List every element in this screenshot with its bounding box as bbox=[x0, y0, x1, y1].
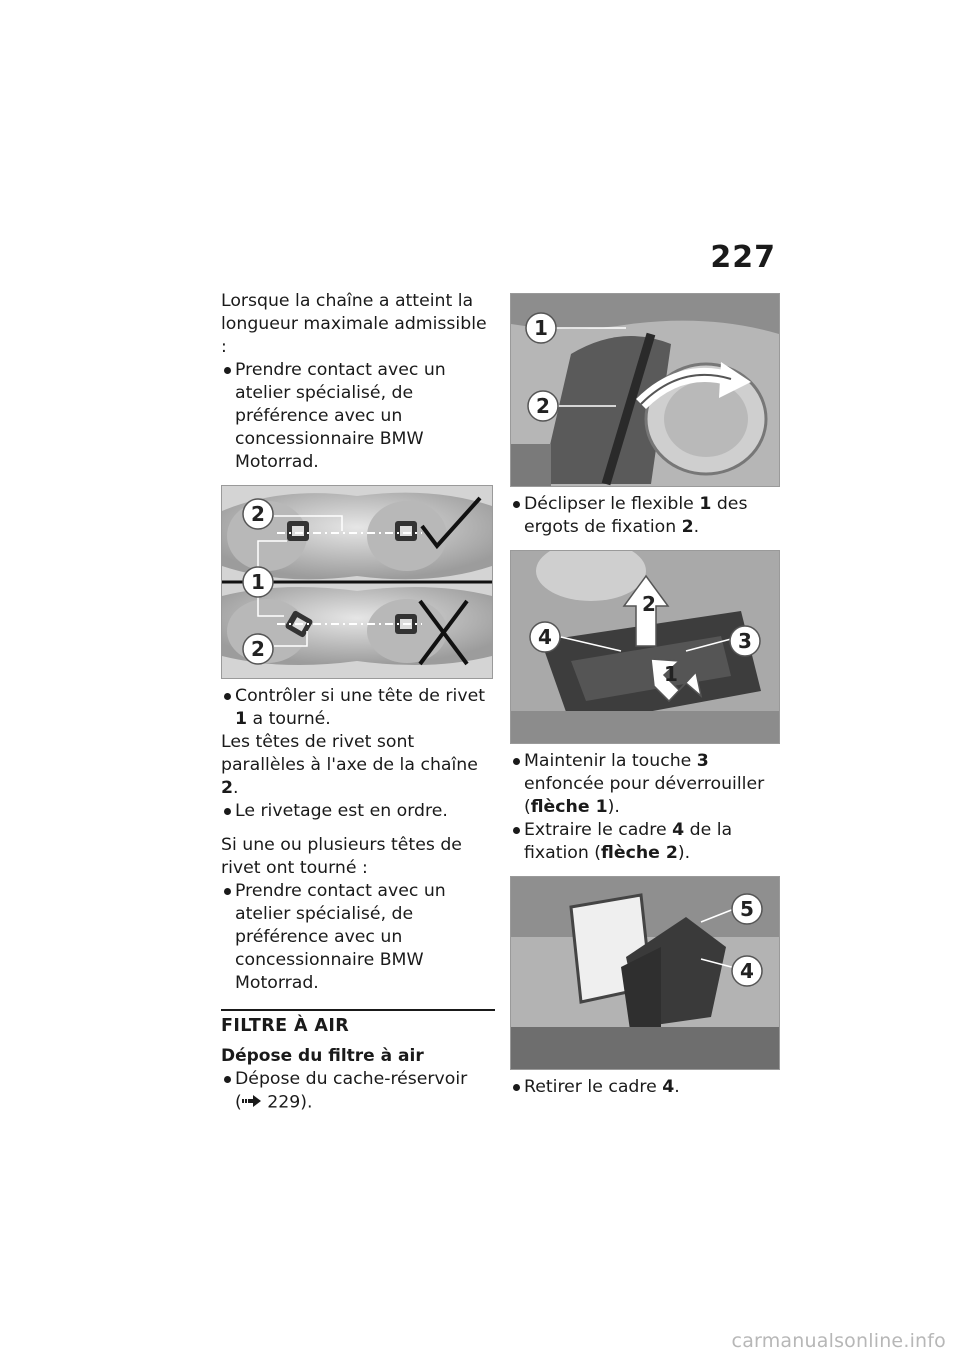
text-segment: enfoncée pour déverrouiller ( bbox=[524, 774, 765, 817]
parallel-note bbox=[221, 731, 495, 800]
arrow-ref: flèche 2 bbox=[601, 843, 678, 863]
callout-4 bbox=[530, 622, 560, 652]
ref-page[interactable]: 229). bbox=[261, 1092, 313, 1113]
callout-4 bbox=[732, 956, 762, 986]
callout-label: 2 bbox=[536, 394, 550, 418]
watermark: carmanualsonline.info bbox=[731, 1330, 946, 1352]
arrow-ref: flèche 1 bbox=[530, 797, 608, 817]
step-extract-frame bbox=[510, 819, 780, 865]
callout-label: 3 bbox=[738, 629, 752, 653]
callout-5 bbox=[732, 894, 762, 924]
step-check-rivet bbox=[221, 685, 495, 731]
callout-2 bbox=[528, 391, 558, 421]
ref-number: 3 bbox=[696, 751, 709, 771]
text-segment: Dépose du cache-réservoir bbox=[235, 1069, 468, 1089]
text-segment: Déclipser le flexible bbox=[524, 494, 700, 514]
step-hold-button bbox=[510, 750, 780, 819]
arrow-label-1: 1 bbox=[664, 662, 678, 686]
callout-1 bbox=[243, 567, 273, 597]
text-segment: des ergots de fixation bbox=[524, 494, 748, 537]
figure-release-frame bbox=[510, 550, 780, 744]
text-segment: Extraire le cadre bbox=[524, 820, 673, 840]
text-segment: ). bbox=[607, 797, 620, 817]
subsection-title: Dépose du filtre à air bbox=[221, 1046, 424, 1066]
left-column bbox=[221, 290, 495, 1115]
page-number: 227 bbox=[710, 240, 776, 275]
text-segment: . bbox=[233, 778, 239, 798]
step-unclip-hose bbox=[510, 493, 780, 539]
figure-remove-frame bbox=[510, 876, 780, 1070]
text-segment: de la fixation ( bbox=[524, 820, 733, 863]
arrow-label-2: 2 bbox=[642, 592, 656, 616]
ref-number: 4 bbox=[662, 1077, 675, 1097]
figure-chain-rivets bbox=[221, 485, 493, 679]
text-segment: Retirer le cadre bbox=[524, 1077, 663, 1097]
ref-number: 1 bbox=[235, 709, 248, 729]
callout-label: 5 bbox=[740, 897, 754, 921]
callout-2-top bbox=[243, 499, 273, 529]
ref-number: 1 bbox=[699, 494, 712, 514]
intro-text: Lorsque la chaîne a atteint la longueur maximale admissible : bbox=[221, 291, 487, 357]
callout-label: 1 bbox=[251, 570, 265, 594]
if-turned-text: Si une ou plusieurs têtes de rivet ont tourné : bbox=[221, 835, 462, 878]
step-contact-workshop-2: Prendre contact avec un atelier spécialisé, de préférence avec un concessionnaire BMW Motorrad. bbox=[221, 880, 495, 995]
step-riveting-ok: Le rivetage est en ordre. bbox=[221, 800, 495, 823]
ref-number: 2 bbox=[681, 517, 694, 537]
callout-label: 1 bbox=[534, 316, 548, 340]
callout-1 bbox=[526, 313, 556, 343]
ref-number: 2 bbox=[221, 778, 234, 798]
callout-3 bbox=[730, 626, 760, 656]
text-segment: . bbox=[693, 517, 700, 537]
callout-label: 2 bbox=[251, 502, 265, 526]
arrow-ref-icon[interactable] bbox=[242, 1091, 262, 1114]
text-segment: ). bbox=[677, 843, 691, 863]
ref-number: 4 bbox=[672, 820, 685, 840]
step-remove-frame bbox=[510, 1076, 780, 1099]
text-segment: ( bbox=[235, 1092, 242, 1113]
text-segment: . bbox=[674, 1077, 680, 1097]
callout-label: 2 bbox=[251, 637, 265, 661]
section-title: FILTRE À AIR bbox=[221, 1009, 495, 1038]
right-column bbox=[510, 293, 780, 1099]
text-segment: Contrôler si une tête de rivet bbox=[235, 686, 485, 706]
text-segment: Maintenir la touche bbox=[524, 751, 697, 771]
step-remove-tank-cover bbox=[221, 1068, 495, 1115]
step-contact-workshop-1: Prendre contact avec un atelier spécialisé, de préférence avec un concessionnaire BMW Motorrad. bbox=[221, 359, 495, 474]
text-segment: a tourné. bbox=[247, 709, 331, 729]
text-segment: Les têtes de rivet sont parallèles à l'axe de la chaîne bbox=[221, 732, 478, 775]
callout-2-bottom bbox=[243, 634, 273, 664]
figure-unclip-hose bbox=[510, 293, 780, 487]
callout-label: 4 bbox=[740, 959, 754, 983]
callout-label: 4 bbox=[538, 625, 552, 649]
